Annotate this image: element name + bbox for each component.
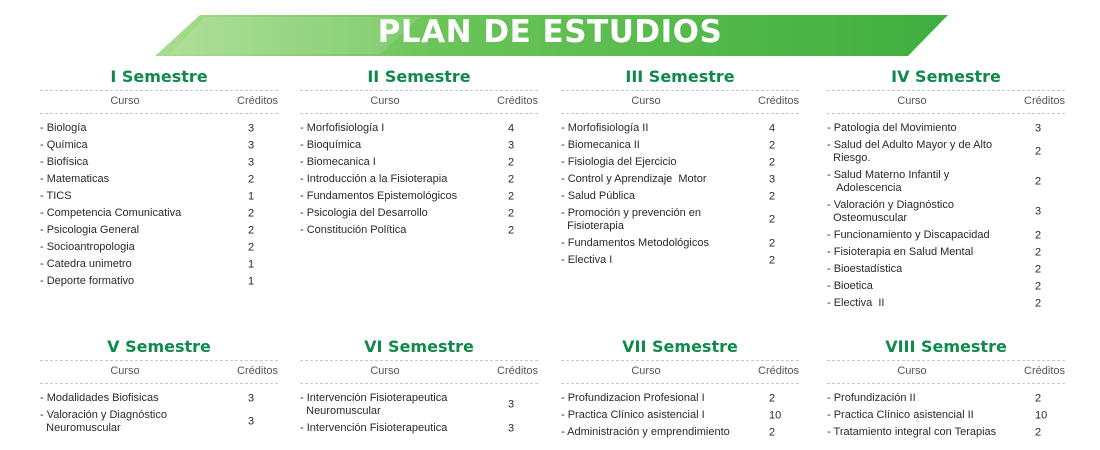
course-credits: 3 [1035, 205, 1042, 218]
course-name: - Matematicas [40, 173, 110, 185]
semester-title: VIII Semestre [885, 337, 1007, 356]
course-row [827, 261, 1065, 278]
title-banner [0, 0, 1100, 60]
course-name: - Profundización II [827, 392, 916, 404]
course-row [40, 256, 278, 273]
semester-5 [40, 337, 278, 437]
course-row [40, 222, 278, 239]
course-row [561, 235, 799, 252]
course-name: - Fisioterapia en Salud Mental [827, 246, 974, 258]
semester-4 [827, 67, 1065, 312]
course-credits: 2 [508, 207, 515, 219]
course-name: - Intervención Fisioterapeutica [300, 422, 448, 434]
course-row [561, 137, 799, 154]
course-credits: 1 [248, 190, 255, 202]
course-row [561, 120, 799, 137]
course-credits: 3 [248, 156, 255, 168]
course-row [827, 227, 1065, 244]
course-name: - Practica Clínico asistencial II [827, 409, 974, 421]
course-credits: 10 [769, 409, 782, 421]
credits-header: Créditos [497, 95, 538, 107]
course-name: - Electiva I [561, 254, 613, 266]
course-credits: 3 [1035, 122, 1042, 134]
course-row [300, 171, 538, 188]
course-name: - Electiva II [827, 297, 885, 309]
course-credits: 2 [1035, 426, 1042, 438]
course-name: - Psicologia General [40, 224, 140, 236]
course-name: - Valoración y Diagnóstico Osteomuscular [827, 199, 954, 224]
course-header: Curso [370, 365, 400, 377]
course-name: - Biofísica [40, 156, 89, 168]
course-row [40, 120, 278, 137]
semester-title: II Semestre [367, 67, 471, 86]
course-credits: 2 [1035, 297, 1042, 309]
course-credits: 2 [1035, 263, 1042, 275]
course-row [827, 120, 1065, 137]
course-list [300, 120, 538, 239]
course-credits: 2 [248, 173, 255, 185]
course-credits: 2 [248, 241, 255, 253]
table-header [300, 90, 538, 114]
credits-header: Créditos [758, 95, 799, 107]
course-row [300, 137, 538, 154]
course-credits: 3 [248, 415, 255, 428]
course-row [827, 390, 1065, 407]
course-header: Curso [897, 95, 927, 107]
course-row [561, 205, 799, 235]
course-name: - Constitución Política [300, 224, 407, 236]
course-row [561, 390, 799, 407]
credits-header: Créditos [758, 365, 799, 377]
course-name: - Tratamiento integral con Terapias [827, 426, 997, 438]
course-name: - Química [40, 139, 88, 151]
semester-8 [827, 337, 1065, 441]
course-row [300, 390, 538, 420]
course-credits: 2 [508, 190, 515, 202]
course-list [40, 390, 278, 437]
course-row [40, 390, 278, 407]
course-credits: 10 [1035, 409, 1048, 421]
table-header [40, 90, 278, 114]
course-name: - Administración y emprendimiento [561, 426, 730, 438]
course-row [300, 154, 538, 171]
course-header: Curso [631, 95, 661, 107]
course-name: - Fisiologia del Ejercicio [561, 156, 677, 168]
course-row [40, 188, 278, 205]
course-name: - Valoración y Diagnóstico Neuromuscular [40, 409, 167, 434]
course-name: - Patologia del Movimiento [827, 122, 957, 134]
semester-title: V Semestre [107, 337, 211, 356]
course-name: - Morfofisiología I [300, 122, 385, 134]
credits-header: Créditos [237, 365, 278, 377]
course-name: - Intervención Fisioterapeutica Neuromuscular [300, 392, 448, 417]
course-row [300, 205, 538, 222]
semester-title: I Semestre [110, 67, 208, 86]
course-name: - Practica Clínico asistencial I [561, 409, 705, 421]
course-name: - Socioantropologia [40, 241, 135, 253]
course-name: - Modalidades Biofisicas [40, 392, 159, 404]
course-name: - Biología [40, 122, 87, 134]
course-credits: 1 [248, 258, 255, 270]
course-row [561, 407, 799, 424]
course-credits: 3 [508, 398, 515, 411]
course-name: - Bioetica [827, 280, 873, 292]
course-row [561, 154, 799, 171]
course-credits: 3 [769, 173, 776, 185]
course-list [827, 120, 1065, 312]
course-row [300, 222, 538, 239]
course-row [827, 295, 1065, 312]
course-credits: 2 [769, 213, 776, 226]
course-credits: 3 [248, 139, 255, 151]
credits-header: Créditos [497, 365, 538, 377]
course-credits: 2 [248, 207, 255, 219]
table-header [561, 360, 799, 384]
course-credits: 3 [508, 422, 515, 434]
table-header [300, 360, 538, 384]
course-name: - TICS [40, 190, 72, 202]
course-header: Curso [897, 365, 927, 377]
semester-title: IV Semestre [891, 67, 1001, 86]
course-list [561, 390, 799, 441]
course-row [561, 424, 799, 441]
course-credits: 2 [1035, 175, 1042, 188]
course-credits: 2 [508, 224, 515, 236]
course-credits: 1 [248, 275, 255, 287]
course-row [561, 252, 799, 269]
course-name: - Fundamentos Epistemológicos [300, 190, 458, 202]
course-name: - Control y Aprendizaje Motor [561, 173, 707, 185]
course-name: - Fundamentos Metodológicos [561, 237, 709, 249]
course-credits: 2 [1035, 280, 1042, 292]
course-credits: 3 [248, 392, 255, 404]
course-row [40, 239, 278, 256]
table-header [827, 360, 1065, 384]
course-header: Curso [110, 95, 140, 107]
course-credits: 2 [1035, 246, 1042, 258]
course-name: - Bioquímica [300, 139, 362, 151]
semester-7 [561, 337, 799, 441]
course-row [40, 154, 278, 171]
course-name: - Introducción a la Fisioterapia [300, 173, 448, 185]
course-credits: 3 [508, 139, 515, 151]
course-name: - Salud Pública [561, 190, 635, 202]
course-credits: 2 [248, 224, 255, 236]
table-header [827, 90, 1065, 114]
course-list [300, 390, 538, 437]
semester-3 [561, 67, 799, 269]
credits-header: Créditos [1024, 365, 1065, 377]
course-row [40, 407, 278, 437]
course-row [40, 205, 278, 222]
course-name: - Funcionamiento y Discapacidad [827, 229, 990, 241]
course-credits: 2 [769, 392, 776, 404]
page-title: PLAN DE ESTUDIOS [377, 14, 723, 50]
course-name: - Biomecanica II [561, 139, 640, 151]
course-row [300, 420, 538, 437]
semester-6 [300, 337, 538, 437]
course-name: - Catedra unimetro [40, 258, 132, 270]
course-credits: 2 [508, 173, 515, 185]
course-credits: 2 [769, 426, 776, 438]
course-header: Curso [370, 95, 400, 107]
semester-2 [300, 67, 538, 239]
semester-title: VI Semestre [364, 337, 474, 356]
table-header [40, 360, 278, 384]
course-name: - Salud del Adulto Mayor y de Alto Riesgo. [827, 139, 993, 164]
course-name: - Promoción y prevención en Fisioterapia [561, 207, 702, 232]
course-row [827, 424, 1065, 441]
course-row [827, 197, 1065, 227]
course-credits: 2 [769, 237, 776, 249]
course-credits: 2 [769, 254, 776, 266]
course-name: - Competencia Comunicativa [40, 207, 182, 219]
course-credits: 2 [1035, 229, 1042, 241]
course-credits: 4 [769, 122, 776, 134]
course-name: - Salud Materno Infantil y Adolescencia [827, 169, 950, 194]
course-row [300, 188, 538, 205]
course-header: Curso [631, 365, 661, 377]
course-list [40, 120, 278, 290]
credits-header: Créditos [1024, 95, 1065, 107]
course-name: - Morfofisiología II [561, 122, 649, 134]
course-row [827, 167, 1065, 197]
course-row [561, 171, 799, 188]
course-row [827, 278, 1065, 295]
course-row [827, 137, 1065, 167]
semester-1 [40, 67, 278, 290]
course-row [40, 171, 278, 188]
table-header [561, 90, 799, 114]
course-name: - Bioestadística [827, 263, 903, 275]
course-credits: 2 [769, 156, 776, 168]
course-credits: 2 [769, 139, 776, 151]
semester-title: III Semestre [625, 67, 735, 86]
credits-header: Créditos [237, 95, 278, 107]
course-row [827, 407, 1065, 424]
course-name: - Psicologia del Desarrollo [300, 207, 428, 219]
course-row [40, 137, 278, 154]
course-name: - Profundizacion Profesional I [561, 392, 705, 404]
course-row [40, 273, 278, 290]
semester-title: VII Semestre [622, 337, 738, 356]
course-name: - Biomecanica I [300, 156, 376, 168]
course-list [561, 120, 799, 269]
course-name: - Deporte formativo [40, 275, 135, 287]
course-credits: 2 [1035, 145, 1042, 158]
course-credits: 2 [1035, 392, 1042, 404]
course-row [300, 120, 538, 137]
course-row [561, 188, 799, 205]
course-credits: 3 [248, 122, 255, 134]
course-credits: 4 [508, 122, 515, 134]
course-credits: 2 [769, 190, 776, 202]
course-list [827, 390, 1065, 441]
course-credits: 2 [508, 156, 515, 168]
course-row [827, 244, 1065, 261]
course-header: Curso [110, 365, 140, 377]
